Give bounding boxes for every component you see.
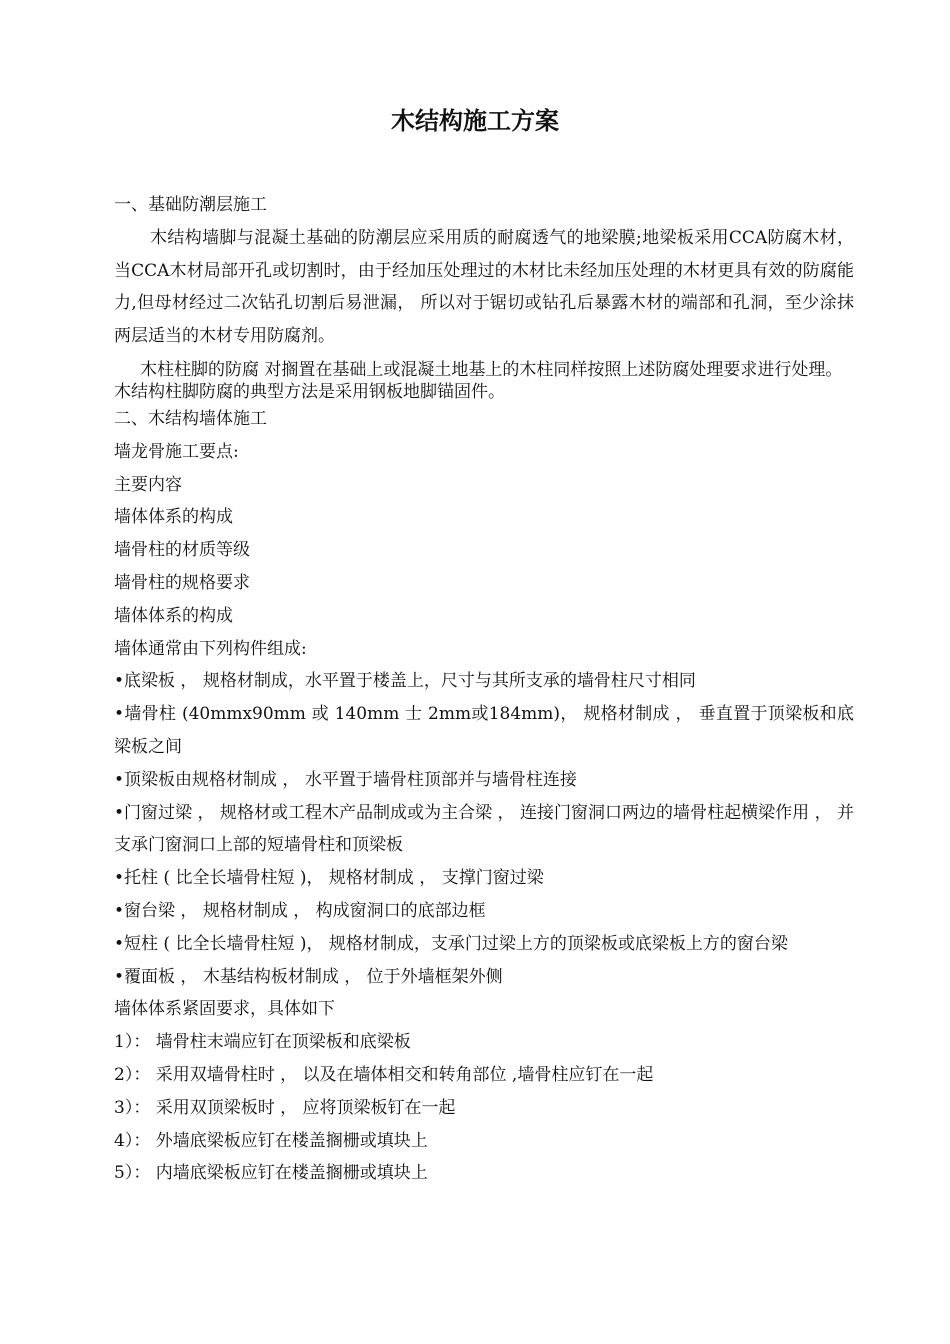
text-line: 墙骨柱的材质等级	[114, 540, 250, 561]
bullet-item: •短柱 ( 比全长墙骨柱短 )， 规格材制成，支承门过梁上方的顶梁板或底梁板上方的窗台梁	[114, 933, 788, 954]
paragraph: 木柱柱脚的防腐 对搁置在基础上或混凝土地基上的木柱同样按照上述防腐处理要求进行处理。木结构柱脚防腐的典型方法是采用钢板地脚锚固件。	[114, 359, 843, 402]
bullet-item: •顶梁板由规格材制成 ， 水平置于墙骨柱顶部并与墙骨柱连接	[114, 769, 577, 790]
fastening-heading: 墙体体系紧固要求，具体如下	[114, 999, 335, 1020]
document-body	[114, 189, 854, 1190]
fastening-item: 3）： 采用双顶梁板时 ， 应将顶梁板钉在一起	[114, 1097, 456, 1118]
section-heading: 二、木结构墙体施工	[114, 408, 267, 429]
text-line: 墙骨柱的规格要求	[114, 572, 250, 593]
bullet-item: •门窗过梁 ， 规格材或工程木产品制成或为主合梁 ， 连接门窗洞口两边的墙骨柱起横梁作用 ， 并支承门窗洞口上部的短墙骨柱和顶梁板	[114, 802, 854, 856]
paragraph: 木结构墙脚与混凝土基础的防潮层应采用质的耐腐透气的地梁膜;地梁板采用CCA防腐木材，当CCA木材局部开孔或切割时，由于经加压处理过的木材比未经加压处理的木材更具有效的防腐能力,但母材经过二次钻孔切割后易泄漏， 所以对于锯切或钻孔后暴露木材的端部和孔洞，至少涂抹两层适当的木材专用防腐剂。	[114, 227, 854, 347]
bullet-item: •底梁板 ， 规格材制成，水平置于楼盖上，尺寸与其所支承的墙骨柱尺寸相同	[114, 671, 696, 692]
text-line: 墙龙骨施工要点:	[114, 441, 239, 462]
bullet-item: •墙骨柱 (40mmx90mm 或 140mm 士 2mm或184mm)， 规格材制成 ， 垂直置于顶梁板和底梁板之间	[114, 704, 854, 757]
text-line: 主要内容	[114, 474, 182, 495]
text-line: 墙体通常由下列构件组成:	[114, 638, 307, 659]
text-line: 墙体体系的构成	[114, 605, 233, 626]
fastening-item: 4）： 外墙底梁板应钉在楼盖搁栅或填块上	[114, 1130, 428, 1151]
document-title: 木结构施工方案	[391, 107, 559, 135]
bullet-item: •托柱 ( 比全长墙骨柱短 )， 规格材制成 ， 支撑门窗过梁	[114, 868, 544, 889]
text-line: 墙体体系的构成	[114, 507, 233, 528]
bullet-item: •覆面板 ， 木基结构板材制成 ， 位于外墙框架外侧	[114, 966, 503, 987]
section-heading: 一、基础防潮层施工	[114, 195, 267, 215]
fastening-item: 5）： 内墙底梁板应钉在楼盖搁栅或填块上	[114, 1163, 428, 1184]
bullet-item: •窗台梁 ， 规格材制成 ， 构成窗洞口的底部边框	[114, 900, 486, 921]
fastening-item: 2）： 采用双墙骨柱时 ， 以及在墙体相交和转角部位 ,墙骨柱应钉在一起	[114, 1064, 654, 1085]
fastening-item: 1）： 墙骨柱末端应钉在顶梁板和底梁板	[114, 1032, 411, 1053]
